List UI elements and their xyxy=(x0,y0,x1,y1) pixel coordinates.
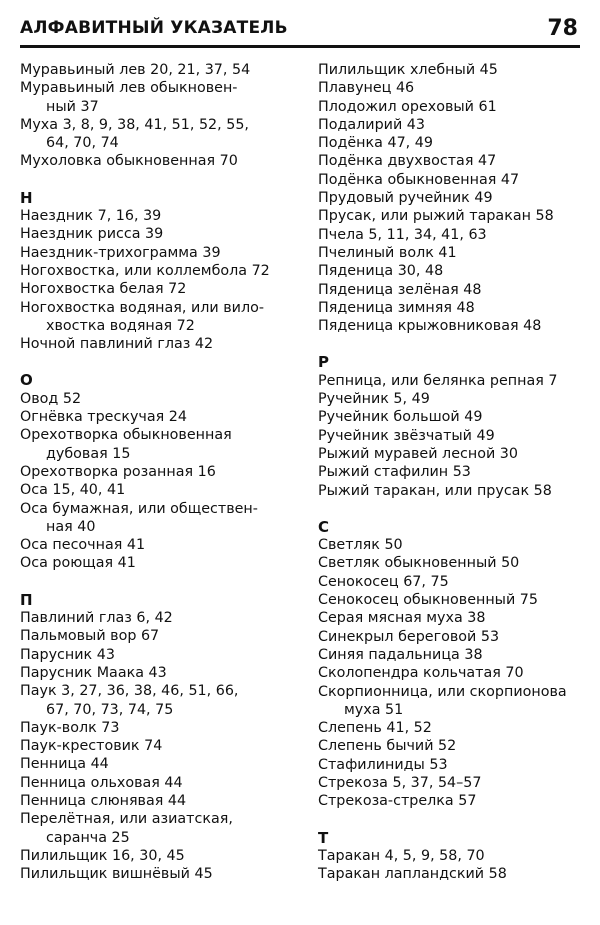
index-entry-text: Таракан 4, 5, 9, 58, 70 xyxy=(318,847,485,864)
index-entry xyxy=(20,79,295,116)
index-entry-text: Муравьиный лев 20, 21, 37, 54 xyxy=(20,62,251,78)
index-entry xyxy=(318,445,593,463)
index-entry-text: Оса песочная 41 xyxy=(20,537,146,554)
index-entry-text: Стрекоза-стрелка 57 xyxy=(318,793,477,810)
index-entry-text: Ручейник 5, 49 xyxy=(318,391,430,408)
index-entry-text: Пенница ольховая 44 xyxy=(20,774,183,791)
index-entry-continuation: дубовая 15 xyxy=(46,445,131,462)
index-entry xyxy=(20,847,295,865)
index-entry-text: Светляк 50 xyxy=(318,537,403,554)
index-entry xyxy=(20,207,295,225)
index-entry-text: Орехотворка обыкновенная xyxy=(20,427,232,444)
index-entry-text: Подёнка 47, 49 xyxy=(318,135,433,152)
index-entry-text: Наездник 7, 16, 39 xyxy=(20,208,162,225)
index-entry xyxy=(20,627,295,645)
index-entry-continuation: ный 37 xyxy=(46,98,99,115)
section-letter: П xyxy=(20,590,33,609)
index-entry xyxy=(20,774,295,792)
index-entry-text: Пилильщик вишнёвый 45 xyxy=(20,866,213,883)
index-column-right xyxy=(318,61,593,883)
index-entry xyxy=(318,244,593,262)
index-entry xyxy=(318,427,593,445)
index-entry-text: Пилильщик 16, 30, 45 xyxy=(20,847,185,864)
index-entry xyxy=(20,61,295,79)
index-column-left xyxy=(20,61,295,883)
index-entry-text: Ногохвостка белая 72 xyxy=(20,281,187,298)
index-entry xyxy=(20,865,295,883)
index-entry-text: Наездник рисса 39 xyxy=(20,226,164,243)
index-entry xyxy=(318,463,593,481)
index-entry-text: Серая мясная муха 38 xyxy=(318,610,486,627)
index-entry-text: Наездник-трихограмма 39 xyxy=(20,244,221,261)
index-entry-text: Синяя падальница 38 xyxy=(318,646,483,663)
index-entry xyxy=(20,609,295,627)
index-entry-text: Оса 15, 40, 41 xyxy=(20,482,126,499)
index-entry-text: Пенница слюнявая 44 xyxy=(20,792,187,809)
index-entry xyxy=(318,609,593,627)
index-entry-text: Пчелиный волк 41 xyxy=(318,244,457,261)
index-entry xyxy=(318,774,593,792)
index-entry xyxy=(318,171,593,189)
section-letter: Т xyxy=(318,828,329,847)
index-entry-text: Скорпионница, или скорпионова xyxy=(318,683,567,700)
index-entry-text: Подёнка двухвостая 47 xyxy=(318,153,497,170)
index-entry xyxy=(318,299,593,317)
index-entry-text: Плавунец 46 xyxy=(318,80,415,97)
index-entry-text: Сенокосец 67, 75 xyxy=(318,573,449,590)
index-entry-text: Паук-волк 73 xyxy=(20,719,120,736)
index-entry-text: Подалирий 43 xyxy=(318,116,425,133)
index-entry xyxy=(20,280,295,298)
index-entry xyxy=(318,554,593,572)
index-entry xyxy=(20,335,295,353)
index-entry xyxy=(318,646,593,664)
index-entry-text: Стафилиниды 53 xyxy=(318,756,448,773)
index-entry xyxy=(318,207,593,225)
index-entry-text: Мухоловка обыкновенная 70 xyxy=(20,153,238,170)
index-entry-text: Пилильщик хлебный 45 xyxy=(318,62,498,78)
index-entry-text: Овод 52 xyxy=(20,390,82,407)
index-entry xyxy=(318,683,593,720)
section-letter: О xyxy=(20,371,33,390)
index-entry xyxy=(20,682,295,719)
index-entry-text: Пяденица 30, 48 xyxy=(318,263,444,280)
index-entry xyxy=(318,61,593,79)
index-entry-text: Пчела 5, 11, 34, 41, 63 xyxy=(318,226,487,243)
index-entry xyxy=(318,152,593,170)
index-entry xyxy=(20,244,295,262)
index-entry-text: Ручейник большой 49 xyxy=(318,409,483,426)
index-entry-text: Паук-крестовик 74 xyxy=(20,738,163,755)
index-entry xyxy=(20,646,295,664)
index-entry xyxy=(20,152,295,170)
index-entry xyxy=(318,281,593,299)
index-entry-continuation: ная 40 xyxy=(46,518,96,535)
index-entry-text: Павлиний глаз 6, 42 xyxy=(20,610,173,627)
index-entry xyxy=(20,737,295,755)
index-entry xyxy=(318,317,593,335)
index-entry xyxy=(20,390,295,408)
page-header xyxy=(20,16,580,46)
index-entry-text: Рыжий таракан, или прусак 58 xyxy=(318,482,552,499)
section-letter: Н xyxy=(20,188,33,207)
index-entry xyxy=(20,536,295,554)
index-entry xyxy=(20,755,295,773)
index-entry-text: Огнёвка трескучая 24 xyxy=(20,409,187,426)
index-entry xyxy=(318,134,593,152)
index-entry-text: Рыжий муравей лесной 30 xyxy=(318,445,518,462)
index-entry-text: Подёнка обыкновенная 47 xyxy=(318,171,520,188)
index-entry xyxy=(20,719,295,737)
index-entry-continuation: саранча 25 xyxy=(46,829,130,846)
index-entry xyxy=(318,262,593,280)
index-entry xyxy=(20,481,295,499)
index-entry-text: Таракан лапландский 58 xyxy=(318,866,507,883)
index-entry-text: Пяденица крыжовниковая 48 xyxy=(318,318,542,335)
index-entry-text: Рыжий стафилин 53 xyxy=(318,464,471,481)
index-entry-continuation: 67, 70, 73, 74, 75 xyxy=(46,701,174,718)
index-entry xyxy=(318,372,593,390)
index-entry xyxy=(318,573,593,591)
index-entry xyxy=(318,664,593,682)
index-entry-text: Муравьиный лев обыкновен- xyxy=(20,80,238,97)
index-entry-text: Прудовый ручейник 49 xyxy=(318,190,493,207)
index-entry-text: Оса бумажная, или обществен- xyxy=(20,500,258,517)
index-entry xyxy=(318,756,593,774)
index-entry-text: Ручейник звёзчатый 49 xyxy=(318,427,495,444)
index-entry-text: Муха 3, 8, 9, 38, 41, 51, 52, 55, xyxy=(20,116,249,133)
index-entry xyxy=(20,463,295,481)
index-entry-continuation: муха 51 xyxy=(344,701,404,718)
index-entry xyxy=(20,408,295,426)
index-entry xyxy=(318,628,593,646)
index-entry-text: Оса роющая 41 xyxy=(20,555,136,572)
index-entry xyxy=(318,719,593,737)
index-entry-text: Паук 3, 27, 36, 38, 46, 51, 66, xyxy=(20,683,239,700)
index-entry-text: Ночной павлиний глаз 42 xyxy=(20,336,214,353)
index-entry xyxy=(318,865,593,883)
index-entry xyxy=(318,116,593,134)
index-entry-text: Светляк обыкновенный 50 xyxy=(318,555,520,572)
index-entry xyxy=(20,116,295,153)
index-entry xyxy=(318,482,593,500)
index-entry xyxy=(318,79,593,97)
index-entry-text: Прусак, или рыжий таракан 58 xyxy=(318,208,554,225)
index-entry xyxy=(318,98,593,116)
index-entry-text: Плодожил ореховый 61 xyxy=(318,98,497,115)
index-entry-text: Сколопендра кольчатая 70 xyxy=(318,665,524,682)
index-entry xyxy=(20,299,295,336)
index-entry xyxy=(20,500,295,537)
index-entry-text: Парусник Маака 43 xyxy=(20,664,167,681)
index-entry-text: Пенница 44 xyxy=(20,756,109,773)
index-entry xyxy=(318,792,593,810)
index-entry-text: Пяденица зимняя 48 xyxy=(318,299,475,316)
index-entry-text: Пяденица зелёная 48 xyxy=(318,281,482,298)
index-entry xyxy=(20,426,295,463)
page-number: 78 xyxy=(547,16,578,41)
index-entry xyxy=(318,408,593,426)
section-letter: Р xyxy=(318,353,329,372)
index-entry-text: Перелётная, или азиатская, xyxy=(20,811,233,828)
index-entry xyxy=(20,262,295,280)
index-entry-continuation: хвостка водяная 72 xyxy=(46,317,195,334)
index-entry xyxy=(20,792,295,810)
index-entry xyxy=(20,664,295,682)
index-entry-text: Сенокосец обыкновенный 75 xyxy=(318,592,539,609)
index-entry xyxy=(20,554,295,572)
index-entry xyxy=(20,225,295,243)
index-entry-text: Слепень бычий 52 xyxy=(318,738,457,755)
index-entry-text: Ногохвостка, или коллембола 72 xyxy=(20,262,270,279)
page-title: АЛФАВИТНЫЙ УКАЗАТЕЛЬ xyxy=(20,18,288,38)
index-entry-text: Парусник 43 xyxy=(20,646,115,663)
index-entry xyxy=(318,591,593,609)
index-entry-text: Орехотворка розанная 16 xyxy=(20,463,216,480)
index-entry xyxy=(20,810,295,847)
section-letter: С xyxy=(318,517,330,536)
index-entry-text: Слепень 41, 52 xyxy=(318,720,432,737)
header-rule xyxy=(20,45,580,48)
index-entry-continuation: 64, 70, 74 xyxy=(46,135,119,152)
index-entry-text: Ногохвостка водяная, или вило- xyxy=(20,299,265,316)
index-entry xyxy=(318,189,593,207)
index-entry-text: Пальмовый вор 67 xyxy=(20,628,160,645)
index-entry xyxy=(318,737,593,755)
index-entry xyxy=(318,536,593,554)
index-entry-text: Синекрыл береговой 53 xyxy=(318,628,500,645)
index-entry xyxy=(318,226,593,244)
index-entry-text: Стрекоза 5, 37, 54–57 xyxy=(318,774,482,791)
index-entry xyxy=(318,847,593,865)
index-entry-text: Репница, или белянка репная 7 xyxy=(318,372,558,389)
index-entry xyxy=(318,390,593,408)
